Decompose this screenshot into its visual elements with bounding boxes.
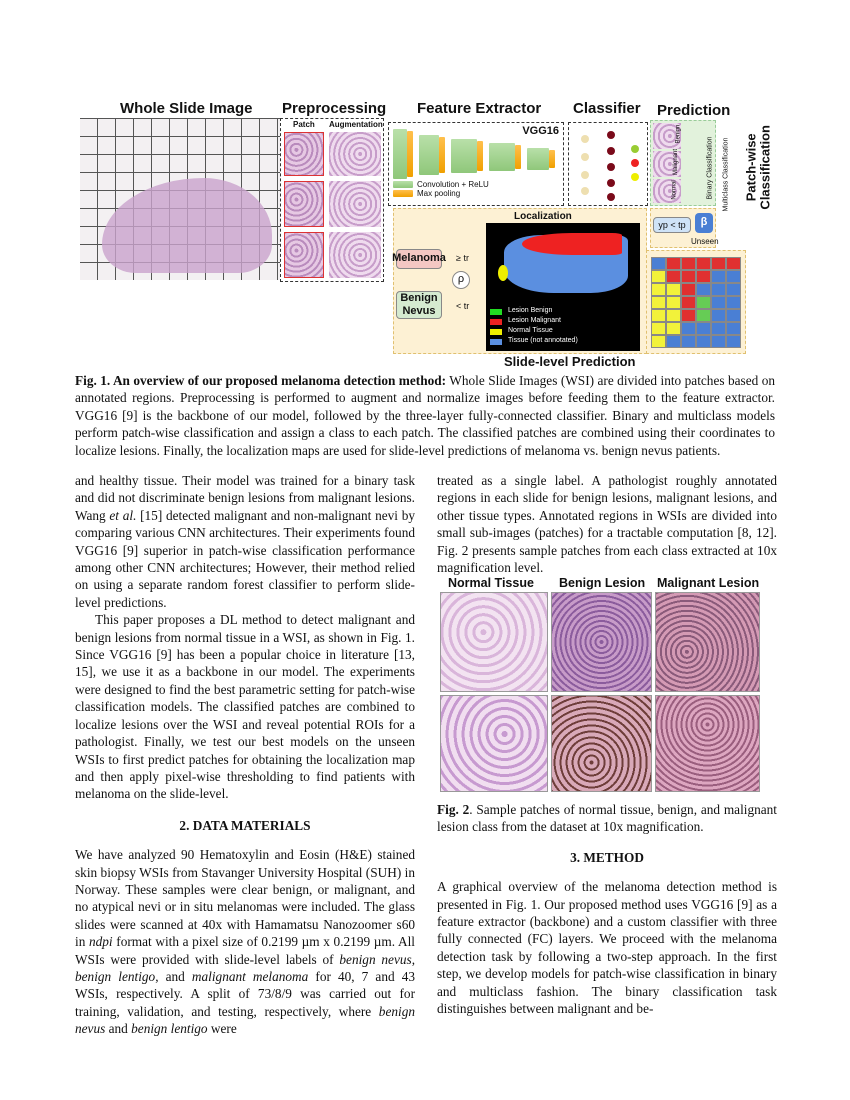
- grid-cell: [711, 296, 726, 309]
- patch-label: Patch: [293, 120, 315, 129]
- grid-cell: [726, 309, 741, 322]
- grid-cell: [726, 335, 741, 348]
- benign-nevus-box: Benign Nevus: [396, 291, 442, 319]
- slide-level-prediction-title: Slide-level Prediction: [504, 354, 636, 369]
- grid-cell: [696, 335, 711, 348]
- paragraph: A graphical overview of the melanoma detection method is presented in Fig. 1. Our proposed method uses VGG16 [9] as a feature extractor (backbone) and a custom classifier with three fully connected (FC) layers. We proceed with the melanoma detection task by following a two-step approach. In the first step, we develop models for patch-wise classification in binary and multiclass fashion. The binary classification task distinguishes between malignant and be-: [437, 879, 777, 1017]
- grid-cell: [696, 270, 711, 283]
- section-title-preprocessing: Preprocessing: [282, 100, 387, 117]
- caption-label: Fig. 1: [75, 373, 107, 388]
- paragraph: and healthy tissue. Their model was trained for a binary task and did not discriminate benign lesions from malignant lesions. Wang et al. [15] detected malignant and non-malignant nevi by comparing various CNN architectures. Their experiments found VGG16 [9] superior in patch-wise classification performance among other CNN architectures; However, their method relied on using a separate random forest classifier to perform slide-level predictions.: [75, 473, 415, 610]
- grid-cell: [681, 309, 696, 322]
- grid-cell: [651, 309, 666, 322]
- malignant-label: Malignant: [673, 148, 680, 176]
- legend-tissue-not-annotated: Tissue (not annotated): [508, 337, 578, 344]
- threshold-box: [650, 208, 719, 248]
- grid-cell: [666, 335, 681, 348]
- unseen-label: Unseen: [691, 237, 719, 246]
- grid-cell: [726, 322, 741, 335]
- caption-text: Whole Slide Images (WSI) are divided into patches based on annotated regions. Preprocessing is performed to augment and normalize images before feeding them to the feature extractor. VGG16 [9] is the backbone of our model, followed by the three-layer fully-connected classifier. Binary and multiclass models perform patch-wise classification and assign a class to each patch. The classified patches are combined using their coordinates to localize lesions. Finally, the localization maps are used for slide-level predictions of melanoma vs. benign nevus patients.: [75, 373, 775, 458]
- grid-cell: [711, 322, 726, 335]
- whole-slide-image: [80, 118, 280, 280]
- grid-cell: [726, 296, 741, 309]
- grid-cell: [681, 296, 696, 309]
- figure-2-caption: Fig. 2. Sample patches of normal tissue, benign, and malignant lesion class from the dataset at 10x magnification.: [437, 802, 777, 835]
- grid-cell: [666, 283, 681, 296]
- rho-node: ρ: [452, 271, 470, 289]
- beta-label: β: [695, 213, 713, 233]
- section-title-prediction: Prediction: [657, 102, 731, 119]
- fig2-label-malignant: Malignant Lesion: [657, 576, 760, 590]
- grid-cell: [666, 257, 681, 270]
- section-heading-method: 3. METHOD: [570, 849, 644, 865]
- binary-classification-label: Binary Classification: [706, 136, 714, 200]
- augmentation-label: Augmentation: [329, 120, 383, 129]
- classifier-box: [568, 122, 648, 206]
- right-column: [437, 472, 777, 576]
- section-title-feature-extractor: Feature Extractor: [417, 100, 542, 117]
- grid-cell: [651, 270, 666, 283]
- legend-pool: Max pooling: [417, 189, 461, 198]
- vgg16-box: [388, 122, 564, 206]
- legend-lesion-benign: Lesion Benign: [508, 307, 553, 314]
- lt-threshold-label: < tr: [456, 301, 470, 311]
- figure-1-caption: Fig. 1. An overview of our proposed melanoma detection method: Whole Slide Images (WSI) are divided into patches based on annotated regions. Preprocessing is performed to augment and normalize images before feeding them to the feature extractor. VGG16 [9] is the backbone of our model, followed by the three-layer fully-connected classifier. Binary and multiclass models perform patch-wise classification and assign a class to each patch. The classified patches are combined using their coordinates to localize lesions. Finally, the localization maps are used for slide-level predictions of melanoma vs. benign nevus patients.: [75, 373, 775, 458]
- prediction-box: [650, 120, 730, 212]
- vgg16-label: VGG16: [522, 125, 559, 137]
- benign-label: Benign: [675, 124, 682, 144]
- paragraph: This paper proposes a DL method to detect malignant and benign lesions from normal tissue in a WSI, as shown in Fig. 1. Since VGG16 [9] has been a popular choice in literature [13, 15], we use it as a backbone in our model. The experiments were designed to find the best parametric setting for patch-wise classification models. The classified patches are combined to localize lesions over the WSI and reveal potential ROIs for a pathologist. Finally, we test our best models on the unseen WSIs to first predict patches for obtaining the localization map and then apply pixel-wise thresholding to find patients with melanoma on the slide-level.: [75, 612, 415, 802]
- grid-cell: [681, 322, 696, 335]
- grid-cell: [696, 283, 711, 296]
- grid-cell: [651, 296, 666, 309]
- fig2-label-benign: Benign Lesion: [559, 576, 646, 590]
- grid-cell: [711, 257, 726, 270]
- grid-cell: [696, 296, 711, 309]
- grid-cell: [651, 257, 666, 270]
- patch-grid-box: [646, 250, 746, 354]
- localization-map: [486, 223, 640, 351]
- fig2-label-normal: Normal Tissue: [448, 576, 534, 590]
- section-heading-data-materials: 2. DATA MATERIALS: [179, 817, 311, 833]
- localization-title: Localization: [514, 211, 572, 222]
- grid-cell: [696, 257, 711, 270]
- right-column-lower: [437, 801, 777, 1017]
- grid-cell: [711, 270, 726, 283]
- patch-wise-classification-title: Patch-wise Classification: [743, 125, 773, 210]
- grid-cell: [666, 270, 681, 283]
- grid-cell: [696, 322, 711, 335]
- grid-cell: [711, 335, 726, 348]
- localization-box: [393, 208, 647, 354]
- legend-normal-tissue: Normal Tissue: [508, 327, 553, 334]
- figure-1: [80, 98, 773, 370]
- legend-lesion-malignant: Lesion Malignant: [508, 317, 561, 324]
- grid-cell: [681, 335, 696, 348]
- paragraph: treated as a single label. A pathologist roughly annotated regions in each slide for benign lesions, malignant lesions, and other tissue types. Annotated regions in WSIs are divided into small sub-images (patches) for a tractable computation [8, 12]. Fig. 2 presents sample patches from each class extracted at 10x magnification level.: [437, 473, 777, 576]
- grid-cell: [726, 283, 741, 296]
- grid-cell: [651, 322, 666, 335]
- threshold-label: yp < tp: [653, 217, 691, 233]
- grid-cell: [726, 270, 741, 283]
- legend-conv: Convolution + ReLU: [417, 180, 489, 189]
- grid-cell: [726, 257, 741, 270]
- grid-cell: [666, 296, 681, 309]
- grid-cell: [651, 335, 666, 348]
- section-title-wsi: Whole Slide Image: [120, 100, 253, 117]
- multiclass-classification-label: Multiclass Classification: [722, 137, 730, 212]
- grid-cell: [666, 309, 681, 322]
- grid-cell: [681, 257, 696, 270]
- grid-cell: [696, 309, 711, 322]
- grid-cell: [681, 283, 696, 296]
- section-title-classifier: Classifier: [573, 100, 641, 117]
- preprocessing-box: [280, 118, 384, 282]
- paragraph: We have analyzed 90 Hematoxylin and Eosin (H&E) stained skin biopsy WSIs from Stavanger University Hospital (SUH) in Norway. These samples were clear benign, or malignant, and no atypical nevi or in situ melanomas were included. The glass slides were scanned at 40x with Hamamatsu Nanozoomer s60 in ndpi format with a pixel size of 0.2199 µm x 0.2199 µm. All WSIs were provided with slide-level labels of benign nevus, benign lentigo, and malignant melanoma for 40, 7 and 43 WSIs, respectively. A split of 73/8/9 was carried out for training, validation, and testing, respectively, where benign nevus and benign lentigo were: [75, 847, 416, 1037]
- ge-threshold-label: ≥ tr: [456, 253, 469, 263]
- melanoma-box: Melanoma: [396, 249, 442, 269]
- grid-cell: [711, 309, 726, 322]
- left-column: [75, 472, 415, 1038]
- grid-cell: [666, 322, 681, 335]
- grid-cell: [651, 283, 666, 296]
- grid-cell: [711, 283, 726, 296]
- grid-cell: [681, 270, 696, 283]
- normal-label: Normal: [671, 180, 678, 200]
- caption-title: An overview of our proposed melanoma detection method:: [112, 373, 447, 388]
